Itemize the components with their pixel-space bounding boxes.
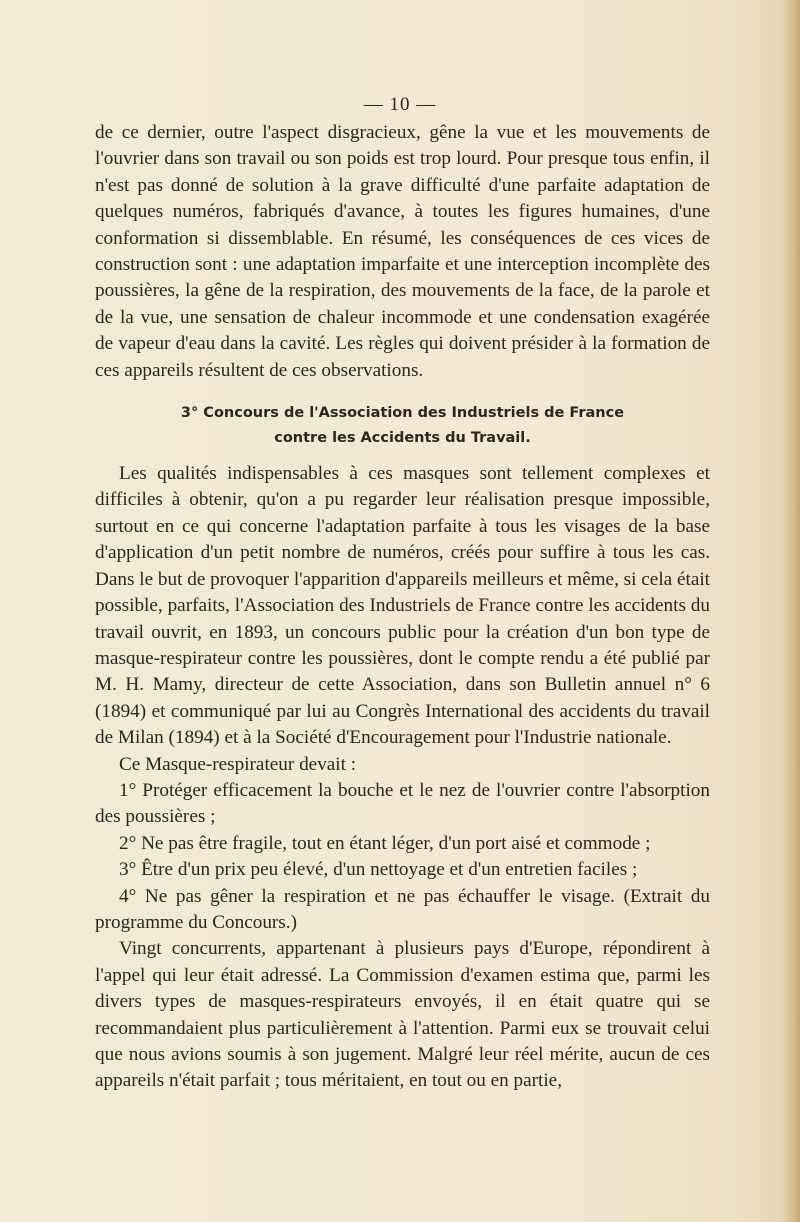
body-text xyxy=(95,120,710,1095)
section-heading-line-2: contre les Accidents du Travail. xyxy=(274,430,531,447)
requirement-item-3: 3° Être d'un prix peu élevé, d'un nettoyage et d'un entretien faciles ; xyxy=(119,859,638,881)
requirement-item-2: 2° Ne pas être fragile, tout en étant léger, d'un port aisé et commode ; xyxy=(119,832,651,854)
paragraph-requirements-intro: Ce Masque-respirateur devait : xyxy=(119,753,357,775)
page-edge-shading xyxy=(782,0,800,1222)
page-number: — 10 — xyxy=(363,94,437,115)
paragraph-competitors: Vingt concurrents, appartenant à plusieurs pays d'Europe, répondirent à l'appel qui leur était adressé. La Commission d'examen estima que, parmi les divers types de masques-respirateurs envoyés, il en était quatre qui se recommandaient plus particulièrement à l'attention. Parmi eux se trouvait celui que nous avions soumis à son jugement. Malgré leur réel mérite, aucun de ces appareils n'était parfait ; tous méritaient, en tout ou en partie, xyxy=(95,938,710,1092)
paragraph-qualities: Les qualités indispensables à ces masques sont tellement complexes et difficiles à obtenir, qu'on a pu regarder leur réalisation presque impossible, surtout en ce qui concerne l'adaptation parfaite à tous les visages de la base d'application d'un petit nombre de numéros, créés pour suffire à tous les cas. Dans le but de provoquer l'apparition d'appareils meilleurs et même, si cela était possible, parfaits, l'Association des Industriels de France contre les accidents du travail ouvrit, en 1893, un concours public pour la création d'un bon type de masque-respirateur contre les poussières, dont le compte rendu a été publié par M. H. Mamy, directeur de cette Association, dans son Bulletin annuel n° 6 (1894) et communiqué par lui au Congrès International des accidents du travail de Milan (1894) et à la Société d'Encouragement pour l'Industrie nationale. xyxy=(95,463,710,749)
requirement-item-4: 4° Ne pas gêner la respiration et ne pas échauffer le visage. (Extrait du programme du Concours.) xyxy=(95,885,710,933)
section-heading-line-1: 3° Concours de l'Association des Industriels de France xyxy=(180,405,625,422)
section-heading xyxy=(95,401,710,451)
paragraph-continuation: de ce dernier, outre l'aspect disgracieux, gêne la vue et les mouvements de l'ouvrier dans son travail ou son poids est trop lourd. Pour presque tous enfin, il n'est pas donné de solution à la grave difficulté d'une parfaite adaptation de quelques numéros, fabriqués d'avance, à toutes les figures humaines, d'une conformation si dissemblable. En résumé, les conséquences de ces vices de construction sont : une adaptation imparfaite et une interception incomplète des poussières, la gêne de la respiration, des mouvements de la face, de la parole et de la vue, une sensation de chaleur incommode et une condensation exagérée de vapeur d'eau dans la cavité. Les règles qui doivent présider à la formation de ces appareils résultent de ces observations. xyxy=(95,122,710,381)
requirement-item-1: 1° Protéger efficacement la bouche et le nez de l'ouvrier contre l'absorption des poussières ; xyxy=(95,779,710,828)
